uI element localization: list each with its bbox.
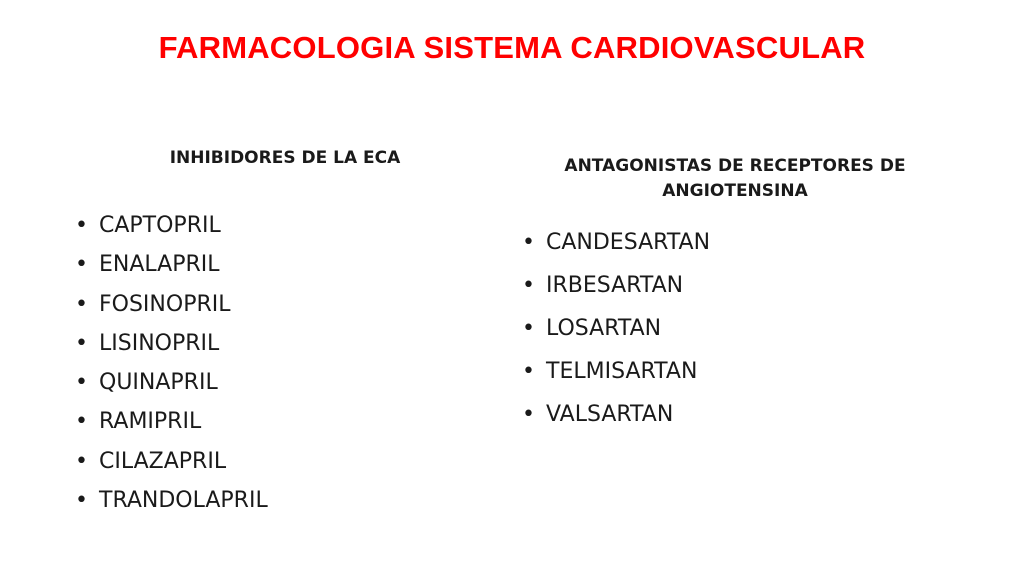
list-item: [522, 356, 710, 399]
drug-name: LISINOPRIL: [99, 330, 220, 356]
drug-name: RAMIPRIL: [99, 409, 202, 435]
slide-title: FARMACOLOGIA SISTEMA CARDIOVASCULAR: [158, 30, 866, 65]
drug-name: TRANDOLAPRIL: [99, 488, 268, 514]
ace-inhibitors-list: [75, 210, 268, 524]
drug-name: QUINAPRIL: [99, 370, 218, 396]
bullet-icon: •: [522, 273, 535, 298]
list-item: [75, 446, 268, 485]
bullet-icon: •: [75, 330, 88, 356]
drug-name: CANDESARTAN: [546, 230, 711, 255]
ace-inhibitors-heading: INHIBIDORES DE LA ECA: [169, 148, 401, 168]
drug-name: IRBESARTAN: [546, 273, 684, 298]
list-item: [522, 399, 710, 442]
arb-heading: ANTAGONISTAS DE RECEPTORES DE ANGIOTENSINA: [564, 156, 906, 201]
bullet-icon: •: [75, 370, 88, 396]
bullet-icon: •: [75, 252, 88, 278]
list-item: [75, 485, 268, 524]
arb-list: [522, 227, 710, 442]
bullet-icon: •: [75, 291, 88, 317]
bullet-icon: •: [522, 230, 535, 255]
drug-name: ENALAPRIL: [99, 252, 220, 278]
drug-name: TELMISARTAN: [546, 359, 698, 384]
drug-name: CAPTOPRIL: [99, 213, 221, 238]
list-item: [522, 313, 710, 356]
bullet-icon: •: [522, 359, 535, 384]
drug-name: FOSINOPRIL: [99, 291, 231, 317]
list-item: [522, 227, 710, 270]
bullet-icon: •: [522, 402, 535, 427]
drug-name: CILAZAPRIL: [99, 448, 227, 474]
drug-name: LOSARTAN: [546, 316, 662, 341]
list-item: [75, 289, 268, 328]
list-item: [75, 249, 268, 288]
bullet-icon: •: [75, 488, 88, 514]
bullet-icon: •: [522, 316, 535, 341]
drug-name: VALSARTAN: [546, 402, 674, 427]
list-item: [522, 270, 710, 313]
list-item: [75, 406, 268, 445]
bullet-icon: •: [75, 213, 88, 238]
bullet-icon: •: [75, 409, 88, 435]
bullet-icon: •: [75, 448, 88, 474]
list-item: [75, 328, 268, 367]
list-item: [75, 210, 268, 249]
list-item: [75, 367, 268, 406]
